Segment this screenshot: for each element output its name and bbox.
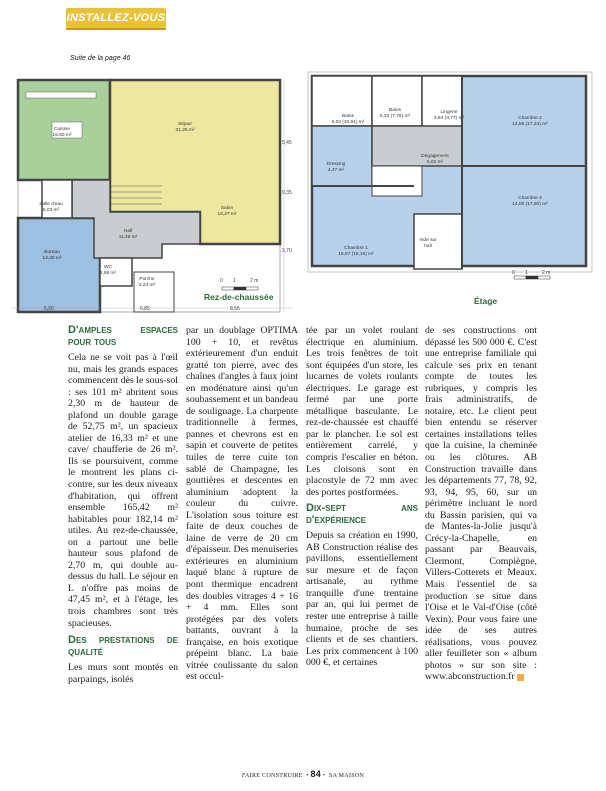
scale-0: 0 xyxy=(512,270,515,276)
section-tab: INSTALLEZ-VOUS xyxy=(66,8,166,28)
dimension-label: 3,70 xyxy=(282,248,292,254)
room-area: 11,46 m² xyxy=(118,234,138,240)
paragraph: Les murs sont montés en parpaings, isolés xyxy=(68,662,178,685)
article-column-3 xyxy=(306,325,418,669)
dimension-label: 9,35 xyxy=(282,190,292,196)
scale-2: 2 m xyxy=(542,270,551,276)
room-name: WC xyxy=(104,265,112,270)
room-area: 2,23 m² xyxy=(138,282,156,288)
end-mark-icon xyxy=(517,674,524,681)
scale-1: 1 xyxy=(233,278,236,284)
room-name: Chambre 2 xyxy=(518,116,542,121)
page-number: 84 xyxy=(310,769,322,779)
room-area: 12,30 m² xyxy=(42,255,62,261)
footer-magazine: FAIRE CONSTRUIRE xyxy=(241,773,303,779)
scale-2: 2 m xyxy=(250,278,259,284)
section-heading: Dix-sept ans d'expérience xyxy=(306,502,418,526)
dimension-label: 5,90 xyxy=(44,306,54,312)
article-column-2 xyxy=(186,325,298,683)
room-area: 31,25 m² xyxy=(175,127,195,133)
scale-1: 1 xyxy=(525,270,528,276)
footer-section: SA MAISON xyxy=(328,773,365,779)
room-area: 5,03 m² xyxy=(42,207,60,213)
continued-note: Suite de la page 46 xyxy=(70,55,131,62)
ground-floor-label: Rez-de-chaussée xyxy=(204,292,274,302)
paragraph: Depuis sa création en 1990, AB Construction réalise des pavillons, essentiellement sur mesure et de façon artisanale, au rythme tranquille d'une trentaine par an, qui lui permet de rester une entreprise à taille humaine, proche de ses clients et de ses chantiers. Les prix commencent à 100 000 €, et certaines xyxy=(306,530,418,669)
dimension-label: 6,85 xyxy=(140,306,150,312)
room-area: 6,03 (10,91) m² xyxy=(331,119,365,125)
dimension-label: 8,55 xyxy=(230,306,240,312)
room-name: Dressing xyxy=(326,162,346,167)
room-name: Salle d'eau xyxy=(39,202,63,207)
scale-0: 0 xyxy=(220,278,223,284)
room-name: Hall xyxy=(123,229,133,234)
paragraph: par un doublage OPTIMA 100 + 10, et revêtus extérieurement d'un enduit gratté ton pierre, avec des chaînes d'angles à faux joint en modénature ainsi qu'un soubassement et un bandeau de soulignage. La charpente traditionnelle à fermes, pannes et chevrons est en sapin et couverte de petites tuiles de terre cuite ton sablé de Champagne, les gouttières et descentes en aluminium adoptent la couleur du cuivre. L'isolation sous toiture est faite de deux couches de laine de verre de 20 cm d'épaisseur. Des menuiseries extérieures en aluminium laqué blanc à rupture de pont thermique encadrent des doubles vitrages 4 + 16 + 4 mm. Elles sont protégées par des volets battants, ouvrant à la française, en bois exotique prépeint blanc. La baie vitrée coulissante du salon est occul- xyxy=(186,325,298,683)
room-name: Bains xyxy=(342,114,354,119)
paragraph: Cela ne se voit pas à l'œil nu, mais les grands espaces commencent dès le sous-sol : ses 101 m² abritent sous 2,30 m de hauteur de plafond un double garage de 52,75 m², un spacieux atelier de 16,33 m² et une cave/ chaufferie de 26 m². Ils se poursuivent, comme le montrent les plans ci-contre, sur les deux niveaux d'habitation, qui offrent ensemble 165,42 m² habitables pour 182,14 m² utiles. Au rez-de-chaussée, on a partout une belle hauteur sous plafond de 2,70 m, qui double au-dessus du hall. Le séjour en L n'offre pas moins de 47,45 m², et à l'étage, les trois chambres sont très spacieuses. xyxy=(68,352,178,629)
room-area: 16,27 m² xyxy=(217,211,237,217)
room-area: 13,56 (17,24) m² xyxy=(512,121,548,127)
room-area: 6,02 m² xyxy=(426,159,444,165)
room-area: 5,33 (7,78) m² xyxy=(379,113,411,119)
room-area: 14,00 (17,50) m² xyxy=(512,201,548,207)
article-column-4 xyxy=(425,325,537,683)
room-name: Porche xyxy=(139,277,155,282)
page-footer: FAIRE CONSTRUIRE • 84 • SA MAISON xyxy=(241,769,365,779)
room-area: 4,47 m² xyxy=(327,167,345,173)
upper-floor-label: Étage xyxy=(474,296,498,306)
room-area: 1,59 m² xyxy=(99,270,117,276)
room-name: Vide sur hall xyxy=(419,238,437,249)
room-name: Salon xyxy=(220,206,234,211)
paragraph xyxy=(425,325,537,683)
room-name: Séjour xyxy=(178,122,192,127)
dimension-label: 5,45 xyxy=(282,140,292,146)
room-name: Dégagement xyxy=(421,154,449,159)
room-name: Chambre 1 xyxy=(344,246,368,251)
paragraph-text: de ses constructions ont dépassé les 500 000 €. C'est une entreprise familiale qui calcule ses prix en tenant compte de toutes les rubriques, y compris les frais administratifs, de notaire, etc. Le client peut bien entendu se réserver certaines installations telles que la cuisine, la cheminée ou les clôtures. AB Construction travaille dans les départements 77, 78, 92, 93, 94, 95, 60, sur un périmètre incluant le nord du Bassin parisien, qui va de Mantes-la-Jolie jusqu'à Crécy-la-Chapelle, en passant par Beauvais, Clermont, Compiègne, Villers-Cotterets et Meaux. Mais l'essentiel de sa production se situe dans l'Oise et le Val-d'Oise (côté Vexin). Pour vous faire une idée de ses autres réalisations, vous pouvez aller feuilleter son « album photos » sur son site : www.abconstruction.fr xyxy=(425,325,537,683)
article-column-1 xyxy=(68,325,178,685)
room-name: Bains xyxy=(389,108,401,113)
section-heading: D'amples espaces pour tous xyxy=(68,324,178,348)
paragraph: tée par un volet roulant électrique en aluminium. Les trois fenêtres de toit sont équipées d'un store, les lucarnes de volets roulants électriques. Le garage est fermé par une porte métallique basculante. Le rez-de-chaussée est chauffé par le plancher. Le sol est entièrement carrelé, y compris l'escalier en béton. Les cloisons sont en placostyle de 72 mm avec des portes postformées. xyxy=(306,325,418,498)
section-heading: Des prestations de qualité xyxy=(68,634,178,658)
room-name: Chambre 3 xyxy=(518,196,542,201)
dressing xyxy=(312,126,372,186)
room-name: Cuisine xyxy=(54,127,70,132)
room-area: 18,07 (18,19) m² xyxy=(338,251,374,257)
bureau-area xyxy=(18,218,100,312)
room-name: Bureau xyxy=(44,250,60,255)
room-area: 3,83 (4,77) m² xyxy=(433,115,465,121)
room-area: 16,60 m² xyxy=(52,132,72,138)
room-name: Lingerie xyxy=(440,110,458,115)
